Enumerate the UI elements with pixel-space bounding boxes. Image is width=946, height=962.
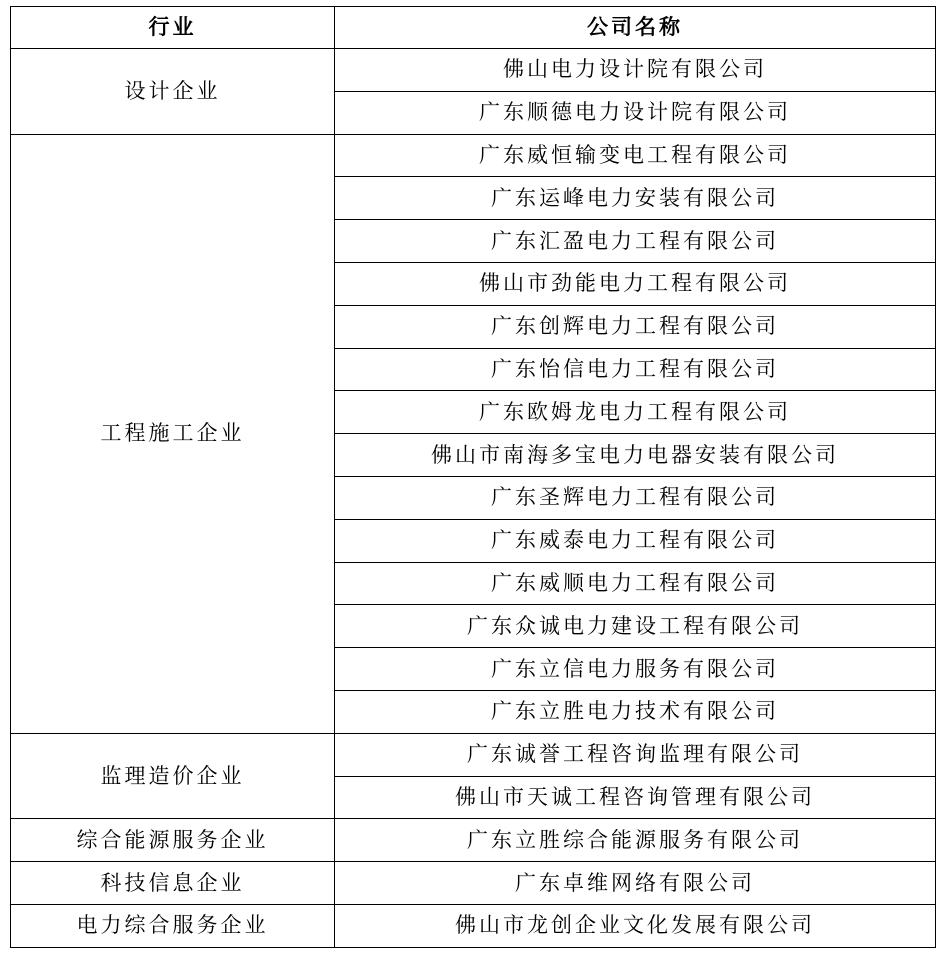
company-name-cell: 佛山市劲能电力工程有限公司 [335,262,936,305]
company-name-cell: 广东威恒输变电工程有限公司 [335,134,936,177]
company-name-cell: 广东立胜综合能源服务有限公司 [335,819,936,862]
company-name-cell: 佛山市龙创企业文化发展有限公司 [335,904,936,947]
company-name-cell: 广东顺德电力设计院有限公司 [335,91,936,134]
industry-cell: 电力综合服务企业 [11,904,335,947]
table-row [11,904,936,947]
header-industry: 行业 [11,7,335,49]
industry-cell: 监理造价企业 [11,733,335,819]
company-table [10,6,936,948]
company-name-cell: 广东圣辉电力工程有限公司 [335,476,936,519]
company-name-cell: 广东威顺电力工程有限公司 [335,562,936,605]
table-row [11,49,936,92]
company-name-cell: 广东立胜电力技术有限公司 [335,690,936,733]
company-name-cell: 广东卓维网络有限公司 [335,862,936,905]
company-name-cell: 佛山电力设计院有限公司 [335,49,936,92]
header-company-name: 公司名称 [335,7,936,49]
industry-cell: 设计企业 [11,49,335,135]
table-row [11,134,936,177]
industry-cell: 综合能源服务企业 [11,819,335,862]
company-name-cell: 广东众诚电力建设工程有限公司 [335,605,936,648]
company-name-cell: 佛山市南海多宝电力电器安装有限公司 [335,434,936,477]
company-name-cell: 广东运峰电力安装有限公司 [335,177,936,220]
company-name-cell: 广东创辉电力工程有限公司 [335,305,936,348]
company-name-cell: 广东威泰电力工程有限公司 [335,519,936,562]
table-body [11,49,936,948]
company-name-cell: 广东怡信电力工程有限公司 [335,348,936,391]
table-row [11,862,936,905]
table-header-row [11,7,936,49]
company-name-cell: 广东欧姆龙电力工程有限公司 [335,391,936,434]
company-name-cell: 广东立信电力服务有限公司 [335,648,936,691]
table-row [11,733,936,776]
company-name-cell: 广东诚誉工程咨询监理有限公司 [335,733,936,776]
company-name-cell: 广东汇盈电力工程有限公司 [335,220,936,263]
company-name-cell: 佛山市天诚工程咨询管理有限公司 [335,776,936,819]
industry-cell: 工程施工企业 [11,134,335,733]
industry-cell: 科技信息企业 [11,862,335,905]
table-row [11,819,936,862]
